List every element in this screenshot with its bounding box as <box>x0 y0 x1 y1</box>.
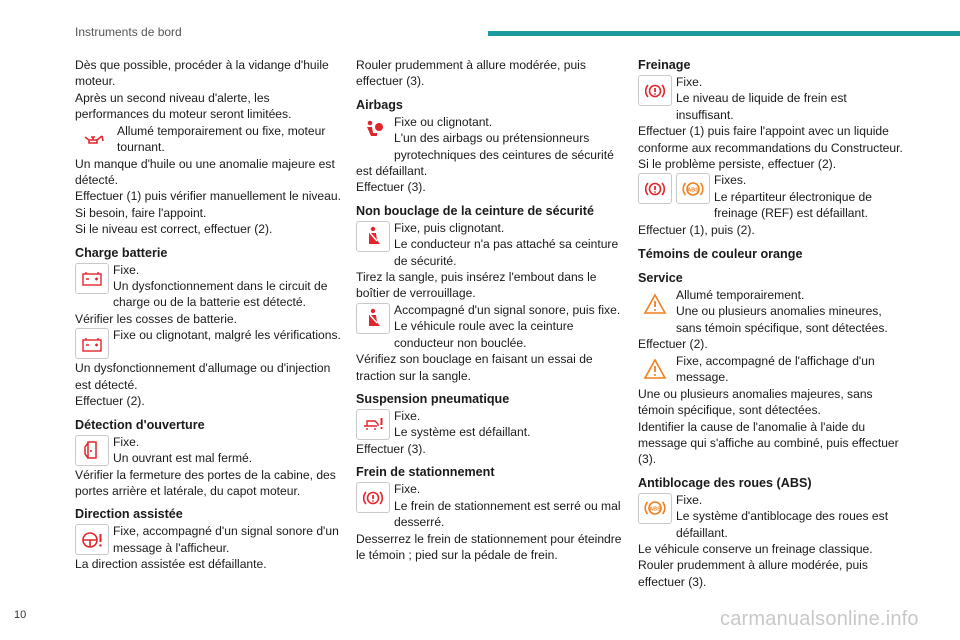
indicator-desc: Fixe ou clignotant. <box>394 114 493 129</box>
column-2 <box>356 57 624 563</box>
indicator-steering <box>75 523 343 556</box>
section-heading: Antiblocage des roues (ABS) <box>638 475 812 490</box>
paragraph: La direction assistée est défaillante. <box>75 557 267 572</box>
paragraph: Un manque d'huile ou une anomalie majeure est détecté. <box>75 156 335 188</box>
column-3 <box>638 57 906 590</box>
paragraph: Effectuer (1) puis faire l'appoint avec un liquide conforme aux recommandations du Constructeur. <box>638 124 903 155</box>
section-heading: Direction assistée <box>75 507 183 522</box>
paragraph: Effectuer (3). <box>356 441 426 456</box>
page-number: 10 <box>14 609 27 621</box>
indicator-service-2 <box>638 353 906 386</box>
paragraph: Si le problème persiste, effectuer (2). <box>638 157 837 172</box>
paragraph: Effectuer (2). <box>75 394 145 409</box>
indicator-desc: Fixe. <box>113 434 140 449</box>
seatbelt-icon <box>356 221 390 252</box>
section-heading: Service <box>638 271 683 286</box>
indicator-desc: L'un des airbags ou prétensionneurs pyrotechniques des ceintures de sécurité est défaillant. <box>356 131 614 179</box>
paragraph: Vérifier les cosses de batterie. <box>75 311 237 326</box>
seatbelt-icon <box>356 303 390 334</box>
battery-icon <box>75 263 109 294</box>
paragraph: Desserrez le frein de stationnement pour éteindre le témoin ; pied sur la pédale de frein. <box>356 531 622 562</box>
indicator-desc: Fixe. <box>113 262 140 277</box>
indicator-abs <box>638 492 906 541</box>
paragraph: Vérifiez son bouclage en faisant un essai de traction sur la sangle. <box>356 352 593 383</box>
indicator-desc: Le système d'antiblocage des roues est défaillant. <box>676 509 889 540</box>
indicator-service <box>638 287 906 336</box>
indicator-oil <box>75 123 343 156</box>
warning-triangle-icon <box>638 354 672 385</box>
section-heading: Suspension pneumatique <box>356 391 510 406</box>
indicator-door <box>75 434 343 467</box>
indicator-desc: Fixe. <box>676 75 703 89</box>
subsection-heading: Témoins de couleur orange <box>638 247 803 262</box>
indicator-desc: Le répartiteur électronique de freinage (REF) est défaillant. <box>714 189 872 221</box>
indicator-desc: Une ou plusieurs anomalies mineures, sans témoin spécifique, sont détectées. <box>676 304 888 335</box>
brake-warning-icon <box>638 75 672 106</box>
indicator-desc: Le véhicule roule avec la ceinture conducteur non bouclée. <box>394 319 574 350</box>
indicator-parking-brake <box>356 481 624 530</box>
watermark: carmanualsonline.info <box>720 608 919 630</box>
indicator-desc: Le niveau de liquide de frein est insuffisant. <box>676 91 847 122</box>
battery-icon <box>75 328 109 359</box>
indicator-desc: Le conducteur n'a pas attaché sa ceinture de sécurité. <box>394 237 619 268</box>
paragraph: Effectuer (2). <box>638 337 708 352</box>
paragraph: Rouler prudemment à allure modérée, puis effectuer (3). <box>638 558 868 589</box>
indicator-desc: Fixe, accompagné de l'affichage d'un message. <box>676 353 875 385</box>
indicator-desc: Le système est défaillant. <box>394 425 531 440</box>
section-heading: Freinage <box>638 58 691 72</box>
air-suspension-icon <box>356 409 390 440</box>
paragraph: Si le niveau est correct, effectuer (2). <box>75 222 273 237</box>
indicator-desc: Fixe ou clignotant, malgré les vérifications. <box>113 328 341 343</box>
indicator-suspension <box>356 408 624 441</box>
indicator-desc: Un dysfonctionnement dans le circuit de charge ou de la batterie est détecté. <box>113 279 328 310</box>
indicator-desc: Fixe, accompagné d'un signal sonore d'un message à l'afficheur. <box>113 524 339 555</box>
section-heading: Charge batterie <box>75 245 168 260</box>
paragraph: Rouler prudemment à allure modérée, puis effectuer (3). <box>356 58 586 89</box>
paragraph: Dès que possible, procéder à la vidange d'huile moteur. <box>75 58 329 89</box>
paragraph: Effectuer (1) puis vérifier manuellement le niveau. <box>75 189 341 204</box>
abs-icon <box>676 173 710 204</box>
paragraph: Effectuer (1), puis (2). <box>638 222 755 237</box>
indicator-desc: Le frein de stationnement est serré ou mal desserré. <box>394 498 621 530</box>
paragraph: Identifier la cause de l'anomalie à l'aide du message qui s'affiche au combiné, puis effectuer (3). <box>638 419 899 467</box>
column-1 <box>75 57 343 573</box>
indicator-desc: Fixe. <box>676 492 703 507</box>
section-heading: Frein de stationnement <box>356 465 495 480</box>
indicator-desc: Fixe, puis clignotant. <box>394 220 505 235</box>
indicator-brake-abs <box>638 172 906 221</box>
svg-text:ABS: ABS <box>687 187 699 194</box>
indicator-desc: Accompagné d'un signal sonore, puis fixe. <box>394 302 621 317</box>
indicator-seatbelt <box>356 220 624 269</box>
paragraph: Un dysfonctionnement d'allumage ou d'injection est détecté. <box>75 361 331 392</box>
indicator-battery-2 <box>75 327 343 360</box>
warning-triangle-icon <box>638 288 672 319</box>
brake-warning-icon <box>638 173 672 204</box>
indicator-brake <box>638 74 906 123</box>
airbag-icon <box>356 115 390 146</box>
section-heading: Non bouclage de la ceinture de sécurité <box>356 203 594 218</box>
section-heading: Détection d'ouverture <box>75 417 205 432</box>
indicator-desc: Allumé temporairement. <box>676 288 805 303</box>
abs-icon <box>638 493 672 524</box>
indicator-battery <box>75 262 343 311</box>
running-header: Instruments de bord <box>75 25 182 39</box>
paragraph: Si besoin, faire l'appoint. <box>75 205 207 220</box>
paragraph: Effectuer (3). <box>356 180 426 195</box>
paragraph: Une ou plusieurs anomalies majeures, sans témoin spécifique, sont détectées. <box>638 386 873 418</box>
indicator-desc: Fixe. <box>394 482 421 497</box>
indicator-desc: Allumé temporairement ou fixe, moteur tournant. <box>117 123 326 155</box>
header-accent-bar <box>488 31 960 36</box>
svg-text:ABS: ABS <box>649 506 661 513</box>
paragraph: Tirez la sangle, puis insérez l'embout dans le boîtier de verrouillage. <box>356 270 597 301</box>
indicator-desc: Fixes. <box>714 173 747 188</box>
indicator-desc: Fixe. <box>394 408 421 423</box>
paragraph: Le véhicule conserve un freinage classique. <box>638 541 873 556</box>
indicator-seatbelt-2 <box>356 302 624 351</box>
parking-brake-icon <box>356 482 390 513</box>
steering-wheel-warning-icon <box>75 524 109 555</box>
indicator-desc: Un ouvrant est mal fermé. <box>113 450 253 465</box>
paragraph: Vérifier la fermeture des portes de la cabine, des portes arrière et latérale, du capot moteur. <box>75 467 336 498</box>
door-open-icon <box>75 435 109 466</box>
paragraph: Après un second niveau d'alerte, les performances du moteur seront limitées. <box>75 90 292 122</box>
section-heading: Airbags <box>356 97 403 112</box>
oil-pressure-icon <box>75 124 113 155</box>
indicator-airbag <box>356 114 624 180</box>
